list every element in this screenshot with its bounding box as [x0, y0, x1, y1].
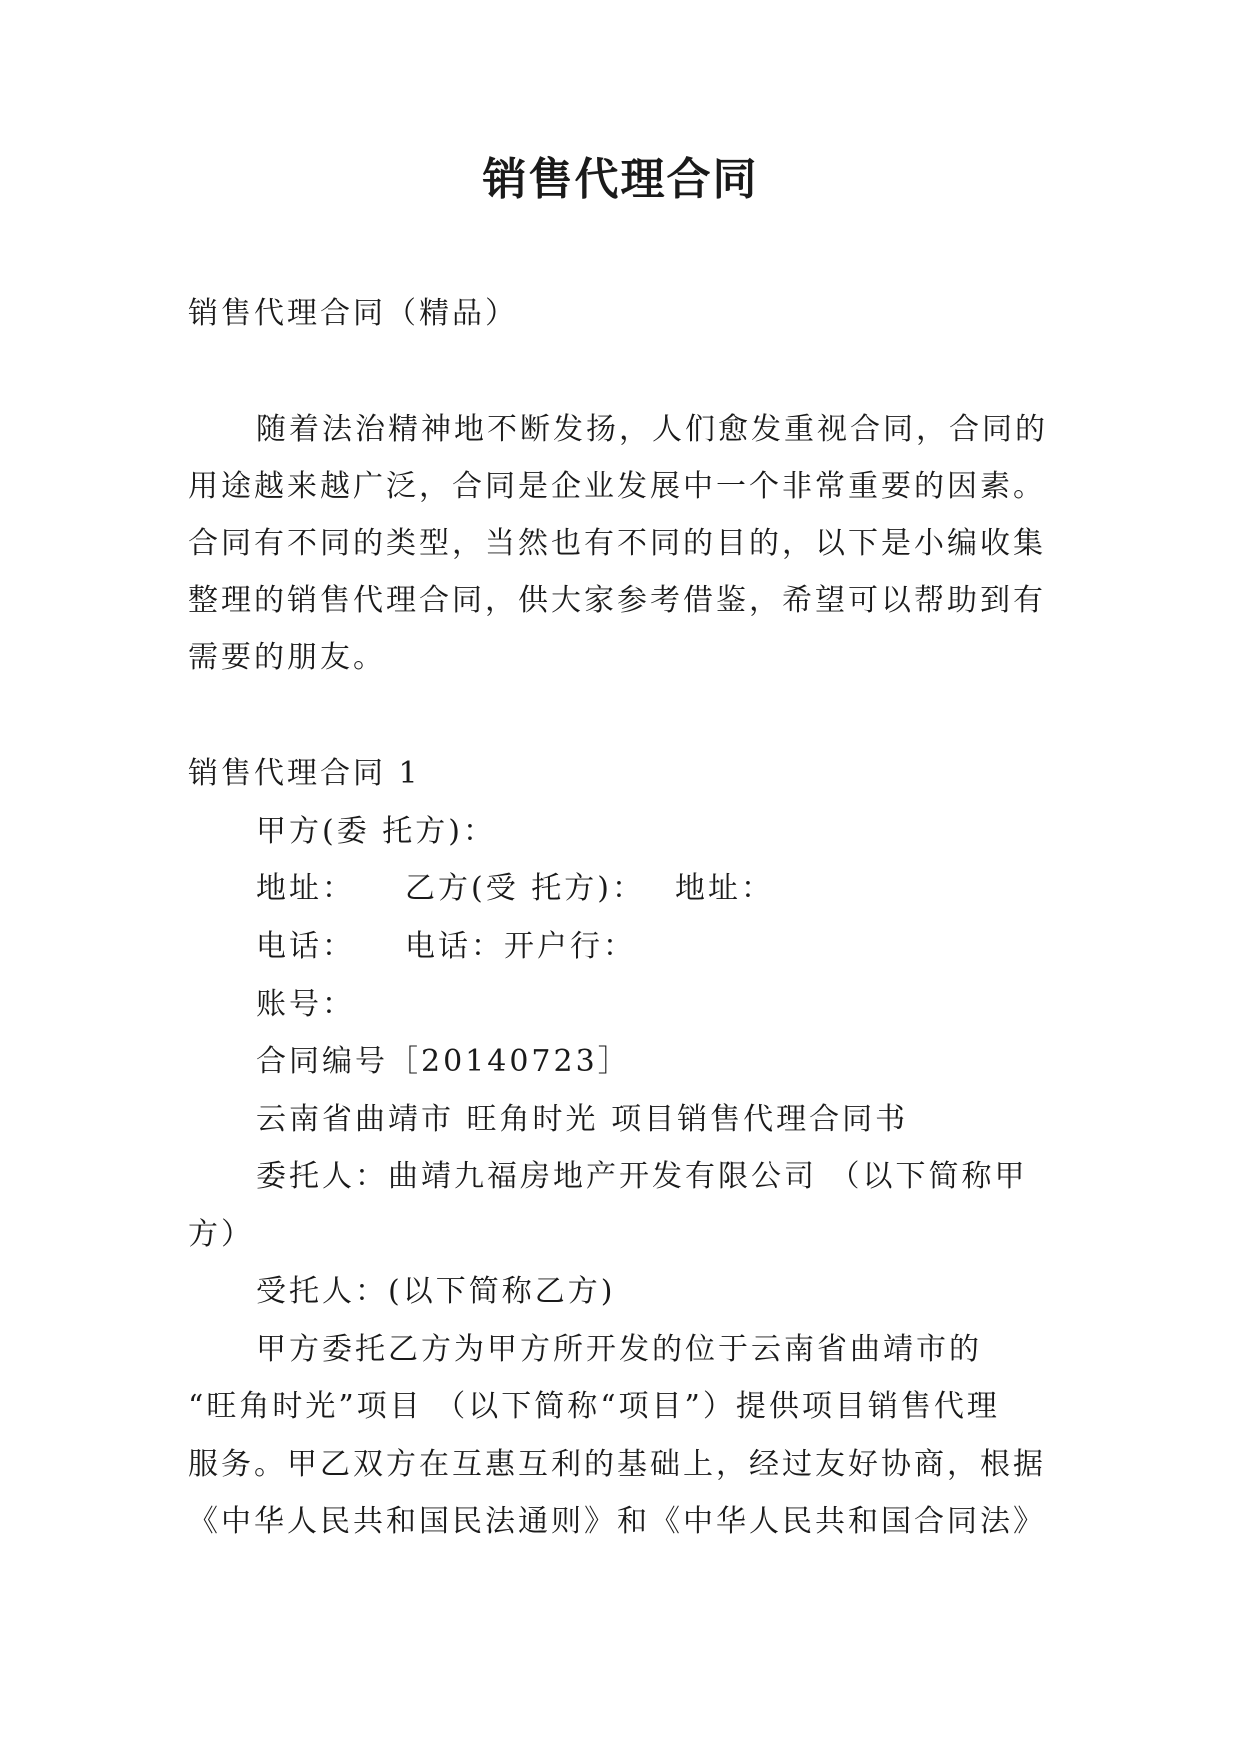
body-line: 《中华人民共和国民法通则》和《中华人民共和国合同法》 [188, 1504, 1046, 1539]
address-b-label: 地址： [674, 871, 774, 906]
body-line: “旺角时光”项目 （以下简称“项目”）提供项目销售代理 [188, 1389, 1000, 1424]
party-a-label: 甲方(委 托方)： [256, 814, 496, 849]
address-row [256, 867, 774, 911]
phone-a-label: 电话： [256, 929, 355, 964]
intro-line: 整理的销售代理合同，供大家参考借鉴，希望可以帮助到有 [188, 583, 1046, 618]
intro-line: 合同有不同的类型，当然也有不同的目的，以下是小编收集 [188, 526, 1046, 561]
phone-row [256, 925, 636, 969]
intro-line: 需要的朋友。 [188, 640, 386, 675]
body-line: 服务。甲乙双方在互惠互利的基础上，经过友好协商，根据 [188, 1447, 1046, 1482]
intro-line: 用途越来越广泛，合同是企业发展中一个非常重要的因素。 [188, 469, 1046, 504]
contract-number: 合同编号［20140723］ [256, 1044, 631, 1079]
account-label: 账号： [256, 987, 355, 1022]
section-heading: 销售代理合同 1 [188, 756, 421, 791]
client-line-continued: 方） [188, 1217, 254, 1252]
intro-line: 随着法治精神地不断发扬，人们愈发重视合同，合同的 [256, 412, 1048, 447]
document-title: 销售代理合同 [482, 154, 759, 205]
body-line: 甲方委托乙方为甲方所开发的位于云南省曲靖市的 [256, 1332, 982, 1367]
document-subtitle: 销售代理合同（精品） [188, 296, 518, 331]
contract-book-title: 云南省曲靖市 旺角时光 项目销售代理合同书 [256, 1102, 909, 1137]
phone-b-label: 电话：开户行： [405, 929, 636, 964]
client-line: 委托人：曲靖九福房地产开发有限公司 （以下简称甲 [256, 1159, 1028, 1194]
address-a-label: 地址： [256, 871, 355, 906]
agent-line: 受托人：(以下简称乙方) [256, 1274, 616, 1309]
party-b-label: 乙方(受 托方)： [405, 871, 645, 906]
